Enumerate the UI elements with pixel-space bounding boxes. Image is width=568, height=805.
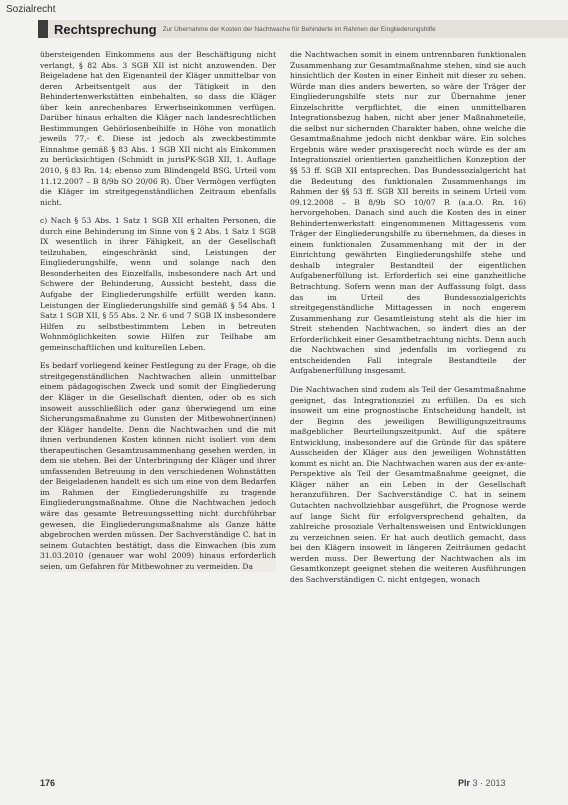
section-label: Sozialrecht <box>6 4 56 15</box>
journal-name: Plr <box>458 778 471 788</box>
header-subtitle: Zur Übernahme der Kosten der Nachtwache für Behinderte im Rahmen der Eingliederungshilfe <box>162 25 436 33</box>
header-accent <box>38 20 48 38</box>
left-paragraph: übersteigenden Einkommens aus der Beschäftigung nicht verlangt, § 82 Abs. 3 SGB XII ist nicht anzuwenden. Der Beigeladene hat den Eigenanteil der Kläger unmittelbar von deren Arbeitsentgelt aus der Tätigkeit in den Behindertenwerkstätten einbehalten, so dass die Kläger über kein anrechenbares Erwerbseinkommen verfügen. Darüber hinaus erhalten die Kläger nach landesrechtlichen Bestimmungen Gehörlosenbeihilfe in Höhe von monatlich jeweils 77,- €. Diese ist jedoch als zweckbestimmte Einnahme gemäß § 83 Abs. 1 SGB XII nicht als Einkommen zu berücksichtigen (Schmidt in jurisPK-SGB XII, 1. Auflage 2010, § 83 Rn. 14; ebenso zum Blindengeld BSG, Urteil vom 11.12.2007 – B 8/9b SO 20/06 R). Über Vermögen verfügten die Kläger im streitgegenständlichen Zeitraum ebenfalls nicht. <box>40 50 276 207</box>
left-column <box>40 50 276 580</box>
page-footer <box>0 776 568 796</box>
header-bar <box>38 20 568 38</box>
journal-info <box>458 778 506 788</box>
left-paragraph: Es bedarf vorliegend keiner Festlegung zu der Frage, ob die streitgegenständlichen Nachtwachen allein unmittelbar einem pädagogischen Zweck und somit der Eingliederung der Kläger in die Gesellschaft dienten, oder ob es sich insoweit ausschließlich oder ganz überwiegend um eine Sicherungsmaßnahme zu Gunsten der Mitbewohner(innen) der Kläger handelte. Denn die Nachtwachen und die mit ihnen verbundenen Kosten können nicht isoliert von dem therapeutischen Gesamtzusammenhang gesehen werden, in dem sie stehen. Bei der Unterbringung der Kläger und ihrer umfassenden Betreuung in den verschiedenen Wohnstätten der Beigeladenen handelt es sich um eine von dem Bedarfen im Rahmen der Eingliederungshilfe zu tragende Eingliederungsmaßnahme. Ohne die Nachtwachen jedoch wäre das gesamte Betreuungssetting nicht durchführbar gewesen, die Eingliederungsmaßnahme als Ganze hätte abgebrochen werden müssen. Der Sachverständige C. hat in seinem Gutachten bestätigt, dass die Einwachen (bis zum 31.03.2010 (genauer war wohl 2009) hinaus erforderlich seien, um Gefahren für Mitbewohner zu vermeiden. Da <box>40 361 276 571</box>
right-column <box>290 50 526 593</box>
right-paragraph: die Nachtwachen somit in einem untrennbaren funktionalen Zusammenhang zur Gesamtmaßnahme stehen, sind sie auch hinsichtlich der Kosten in einer Einheit mit dieser zu sehen. Würde man dies anders bewerten, so wäre der Träger der Eingliederungshilfe stets nur zur Übernahme jener Einzelschritte verpflichtet, die einen unmittelbaren Integrationsbezug haben, nicht aber jener Maßnahmeteile, die selbst nur sichernden Charakter haben, ohne welche die Gesamtmaßnahme jedoch nicht denkbar wäre. Ein solches Ergebnis wäre weder praxisgerecht noch würde es der am Integrationsziel orientierten ganzheitlichen Konzeption der §§ 53 ff. SGB XII entsprechen. Das Bundessozialgericht hat die Bedeutung des funktionalen Zusammenhangs im Rahmen der §§ 53 ff. SGB XII bereits in seinem Urteil vom 09.12.2008 – B 8/9b SO 10/07 R (a.a.O. Rn. 16) hervorgehoben. Danach sind auch die Kosten des in einer Behindertenwerkstatt eingenommenen Mittagessens vom Träger der Eingliederungshilfe zu übernehmen, da dieses in einem funktionalen Zusammenhang mit der in der Einrichtung gewährten Eingliederungshilfe stehe und deshalb integraler Bestandteil der eigentlichen Aufgabenerfüllung ist. Erforderlich sei eine ganzheitliche Betrachtung. Sofern wenn man der Auffassung folgt, dass das im Urteil des Bundessozialgerichts streitgegenständliche Mittagessen in noch engerem Zusammenhang zur Gesamtleistung steht als die hier im Streit stehenden Nachtwachen, so ändert dies an der Erforderlichkeit einer Gesamtbetrachtung nichts. Denn auch die Nachtwachen sind jedenfalls im vorliegend zu entscheidenden Fall integrale Bestandteile der Aufgabenerfüllung insgesamt. <box>290 50 526 376</box>
header-title: Rechtsprechung <box>54 21 157 37</box>
journal-issue: 3 · 2013 <box>472 778 506 788</box>
right-paragraph: Die Nachtwachen sind zudem als Teil der Gesamtmaßnahme geeignet, das Integrationsziel zu erfüllen. Da es sich insoweit um eine prognostische Entscheidung handelt, ist der Beginn des jeweiligen Bewilligungszeitraums maßgeblicher Beurteilungszeitpunkt. Auf die spätere Entwicklung, insbesondere auf die Gründe für das spätere Ausscheiden der Kläger aus den jeweiligen Wohnstätten kommt es nicht an. Die Nachtwachen waren aus der ex-ante-Perspektive als Teil der Gesamtmaßnahme geeignet, die Kläger näher an ein Leben in der Gesellschaft heranzuführen. Der Sachverständige C. hat in seinem Gutachten nachvollziehbar ausgeführt, die Prognose werde auf lange Sicht für erfolgversprechend gehalten, da zahlreiche prosoziale Verhaltensweisen und Entwicklungen zu verzeichnen seien. Er hat auch deutlich gemacht, dass bei den Klägern insoweit in längeren Zeiträumen gedacht werden muss. Der Bewertung der Nachtwachen als im Gesamtkonzept geeignet stehen die weiteren Ausführungen des Sachverständigen C. nicht entgegen, wonach <box>290 384 526 584</box>
left-paragraph: c) Nach § 53 Abs. 1 Satz 1 SGB XII erhalten Personen, die durch eine Behinderung im Sinne von § 2 Abs. 1 Satz 1 SGB IX wesentlich in ihrer Fähigkeit, an der Gesellschaft teilzuhaben, eingeschränkt sind, Leistungen der Eingliederungshilfe, wenn und solange nach den Besonderheiten des Einzelfalls, insbesondere nach Art und Schwere der Behinderung, Aussicht besteht, dass die Aufgabe der Eingliederungshilfe erfüllt werden kann. Leistungen der Eingliederungshilfe sind gemäß § 54 Abs. 1 Satz 1 SGB XII, § 55 Abs. 2 Nr. 6 und 7 SGB IX insbesondere Hilfen zu selbstbestimmtem Leben in betreuten Wohnmöglichkeiten sowie Hilfen zur Teilhabe am gemeinschaftlichen und kulturellen Leben. <box>40 216 276 352</box>
page-number: 176 <box>40 778 56 788</box>
